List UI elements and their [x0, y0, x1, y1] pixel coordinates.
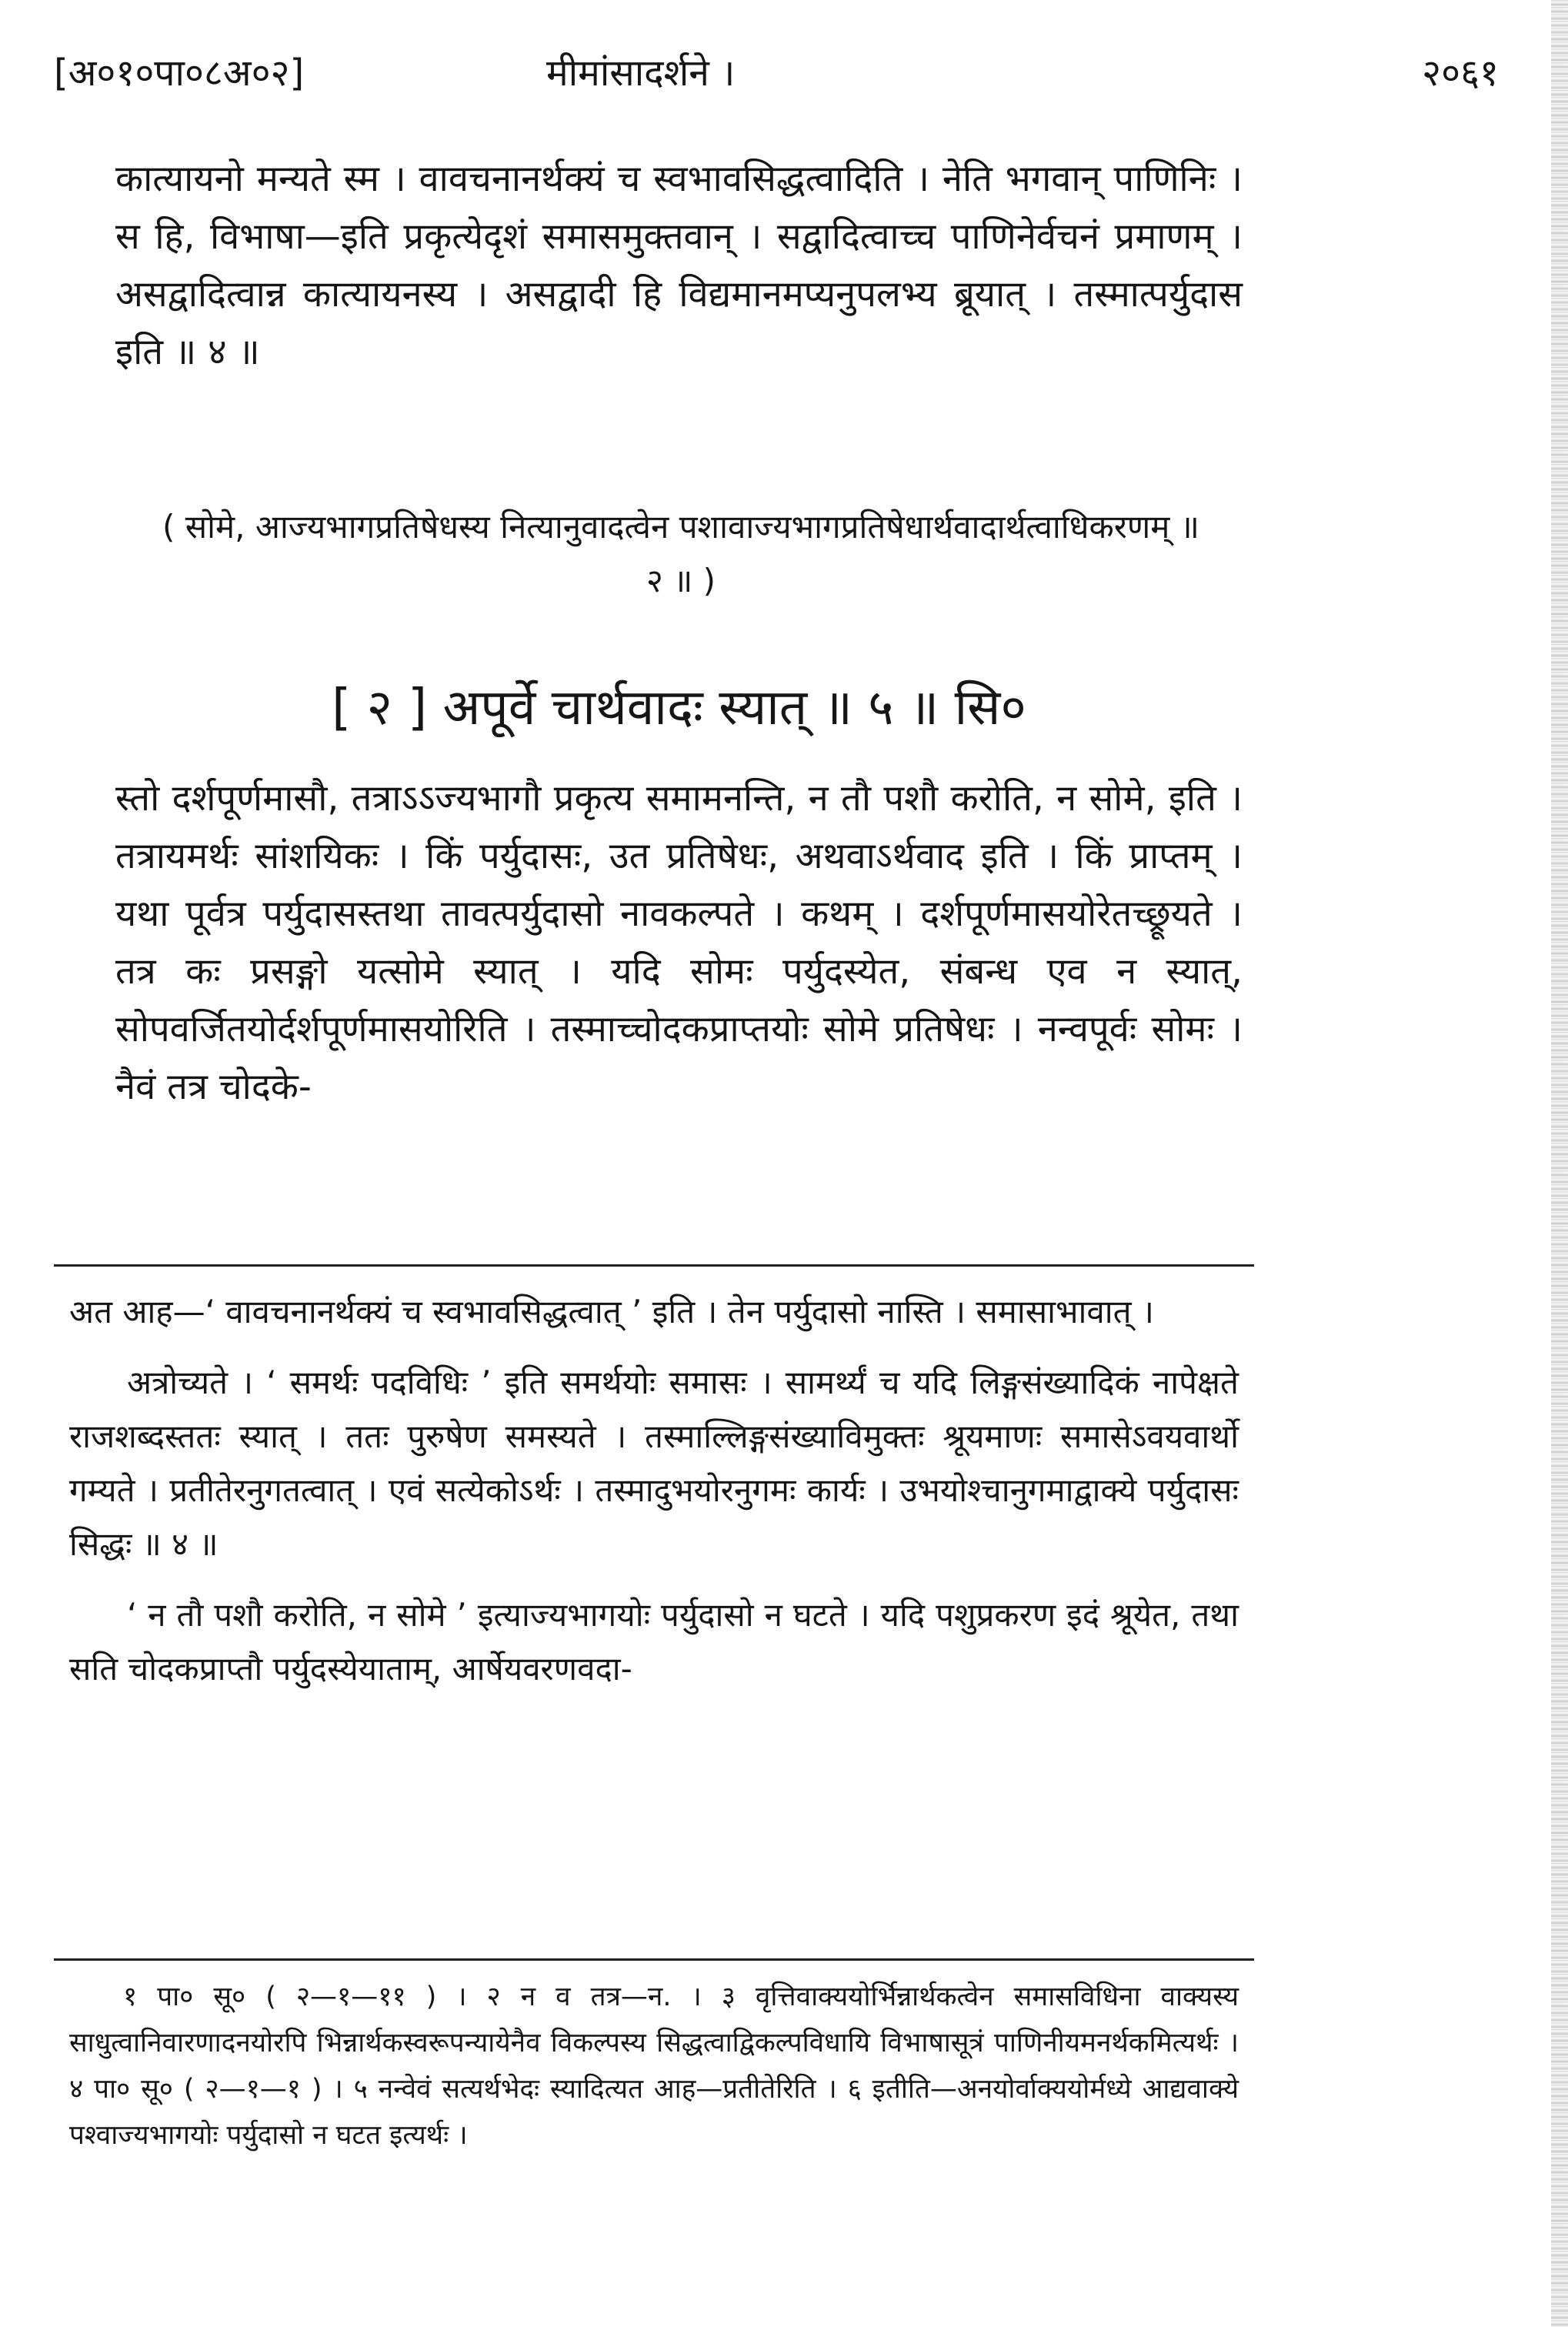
scan-edge [1551, 0, 1568, 2327]
separator-rule [54, 1264, 1254, 1267]
commentary-paragraph: अत्रोच्यते । ‘ समर्थः पदविधिः ’ इति समर्थयोः समासः । सामर्थ्यं च यदि लिङ्गसंख्यादिकं नापेक्षते राजशब्दस्ततः स्यात् । ततः पुरुषेण समस्यते । तस्माल्लिङ्गसंख्याविमुक्तः श्रूयमाणः समासेऽवयवार्थो गम्यते । प्रतीतेरनुगतत्वात् । एवं सत्येकोऽर्थः । तस्मादुभयोरनुगमः कार्यः । उभयोश्चानुगमाद्वाक्ये पर्युदासः सिद्धः ॥ ४ ॥ [69, 1364, 1239, 1563]
book-title: मीमांसादर्शने । [546, 52, 736, 95]
main-paragraph: स्तो दर्शपूर्णमासौ, तत्राऽऽज्यभागौ प्रकृत्य समामनन्ति, न तौ पशौ करोति, न सोमे, इति । तत्रायमर्थः सांशयिकः । किं पर्युदासः, उत प्रतिषेधः, अथवाऽर्थवाद इति । किं प्राप्तम् । यथा पूर्वत्र पर्युदासस्तथा तावत्पर्युदासो नावकल्पते । कथम् । दर्शपूर्णमासयोरेतच्छ्रूयते । तत्र कः प्रसङ्गो यत्सोमे स्यात् । यदि सोमः पर्युदस्येत, संबन्ध एव न स्यात्, सोपवर्जितयोर्दर्शपूर्णमासयोरिति । तस्माच्चोदकप्राप्तयोः सोमे प्रतिषेधः । नन्वपूर्वः सोमः । नैवं तत्र चोदके- [115, 777, 1243, 1108]
footnotes [69, 1974, 1239, 2158]
main-text-block-1 [115, 150, 1243, 381]
sutra-heading: [ २ ] अपूर्वे चार्थवादः स्यात् ॥ ५ ॥ सि० [332, 679, 1026, 736]
commentary [69, 1285, 1239, 1713]
running-head [54, 42, 1499, 104]
main-paragraph: कात्यायनो मन्यते स्म । वावचनानर्थक्यं च स्वभावसिद्धत्वादिति । नेति भगवान् पाणिनिः । स हि, विभाषा—इति प्रकृत्येदृशं समासमुक्तवान् । सद्वादित्वाच्च पाणिनेर्वचनं प्रमाणम् । असद्वादित्वान्न कात्यायनस्य । असद्वादी हि विद्यमानमप्यनुपलभ्य ब्रूयात् । तस्मात्पर्युदास इति ॥ ४ ॥ [115, 158, 1243, 373]
adhikarana-title: ( सोमे, आज्यभागप्रतिषेधस्य नित्यानुवादत्वेन पशावाज्यभागप्रतिषेधार्थवादार्थत्वाधिकरणम् ॥ २ ॥ ) [162, 508, 1199, 599]
footnote-text: १ पा० सू० ( २—१—११ ) । २ न व तत्र—न. । ३ वृत्तिवाक्ययोर्भिन्नार्थकत्वेन समासविधिना वाक्यस्य साधुत्वानिवारणादनयोरपि भिन्नार्थकस्वरूपन्यायेनैव विकल्पस्य सिद्धत्वाद्विकल्पविधायि विभाषासूत्रं पाणिनीयमनर्थकमित्यर्थः । ४ पा० सू० ( २—१—१ ) । ५ नन्वेवं सत्यर्थभेदः स्यादित्यत आह—प्रतीतेरिति । ६ इतीति—अनयोर्वाक्ययोर्मध्ये आद्यवाक्ये पश्वाज्यभागयोः पर्युदासो न घटत इत्यर्थः । [69, 1981, 1239, 2151]
footnote-rule [54, 1958, 1254, 1961]
main-text-block-2 [115, 770, 1243, 1116]
section-reference: [अ०१०पा०८अ०२] [54, 52, 305, 95]
commentary-paragraph: ‘ न तौ पशौ करोति, न सोमे ’ इत्याज्यभागयोः पर्युदासो न घटते । यदि पशुप्रकरण इदं श्रूयेत, तथा सति चोदकप्राप्तौ पर्युदस्येयाताम्, आर्षेयवरणवदा- [69, 1596, 1239, 1688]
commentary-paragraph: अत आह—‘ वावचनानर्थक्यं च स्वभावसिद्धत्वात् ’ इति । तेन पर्युदासो नास्ति । समासाभावात् । [69, 1293, 1154, 1330]
page-number: २०६१ [1422, 52, 1499, 95]
